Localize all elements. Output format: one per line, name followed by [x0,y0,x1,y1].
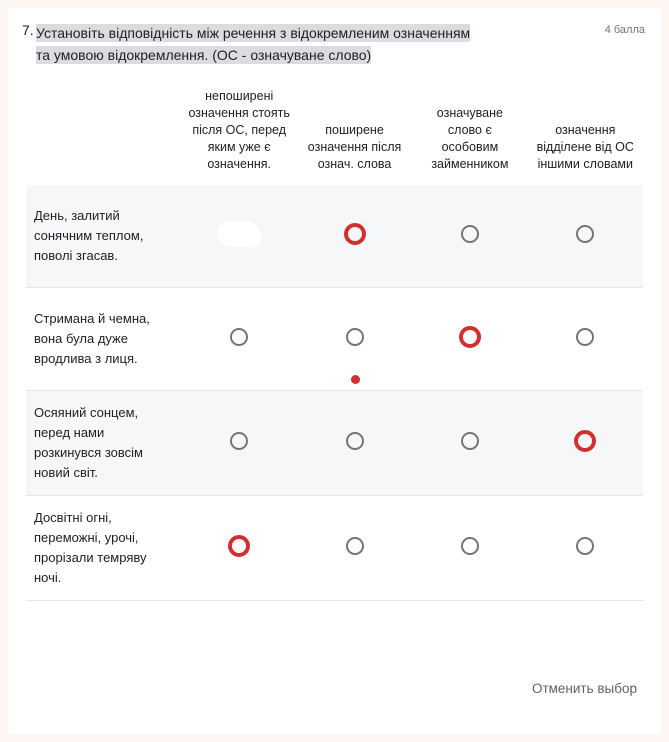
grid-cell-0-0[interactable] [182,185,297,287]
radio-button[interactable] [228,535,250,557]
grid-cell-3-1[interactable] [297,496,412,600]
question-card [8,8,661,734]
grid-column-header-2: означуване слово є особовим займенником [431,106,509,171]
grid-cell-3-2[interactable] [412,496,527,600]
grid-cell-2-2[interactable] [412,391,527,495]
radio-button[interactable] [230,432,248,450]
grid-corner [26,84,182,185]
grid-cell-3-3[interactable] [528,496,643,600]
click-ripple-indicator [351,375,360,384]
clear-selection-button[interactable]: Отменить выбор [530,677,639,700]
question-points: 4 балла [604,24,645,36]
radio-button[interactable] [346,537,364,555]
radio-button[interactable] [461,537,479,555]
radio-button[interactable] [230,328,248,346]
grid-row-label-3: Досвітні огні, переможні, урочі, прорізали темряву ночі. [26,496,182,600]
cursor-blob [217,221,261,247]
grid-cell-1-2[interactable] [412,288,527,390]
grid-cell-1-1[interactable] [297,288,412,390]
row-divider [26,600,643,601]
grid-column-header-3: означення відділене від ОС іншими словами [536,123,634,171]
question-text [36,22,581,66]
radio-button[interactable] [344,223,366,245]
question-text-line1: Установіть відповідність між речення з відокремленим означенням [36,25,471,41]
grid-cell-2-0[interactable] [182,391,297,495]
grid-cell-2-1[interactable] [297,391,412,495]
radio-button[interactable] [574,430,596,452]
grid-header-row [26,84,643,185]
table-row [26,185,643,287]
question-text-line2: та умовою відокремлення. (ОС - означуване слово) [36,47,372,63]
grid-cell-0-3[interactable] [528,185,643,287]
grid-body [26,185,643,601]
radio-button[interactable] [459,326,481,348]
multiple-choice-grid [26,84,643,601]
radio-button[interactable] [576,537,594,555]
question-footer [530,677,639,700]
radio-button[interactable] [346,432,364,450]
grid-cell-2-3[interactable] [528,391,643,495]
grid-cell-1-0[interactable] [182,288,297,390]
grid-cell-0-1[interactable] [297,185,412,287]
grid-row-label-0: День, залитий сонячним теплом, поволі згасав. [26,185,182,287]
radio-button[interactable] [461,432,479,450]
radio-button[interactable] [461,225,479,243]
grid-column-header-0: непоширені означення стоять після ОС, перед яким уже є означення. [188,89,290,171]
radio-button[interactable] [576,225,594,243]
table-row [26,288,643,390]
grid-row-label-2: Осяяний сонцем, перед нами розкинувся зовсім новий світ. [26,391,182,495]
radio-button[interactable] [576,328,594,346]
grid-cell-0-2[interactable] [412,185,527,287]
grid-cell-1-3[interactable] [528,288,643,390]
grid-row-label-1: Стримана й чемна, вона була дуже вродлива з лиця. [26,288,182,390]
question-number: 7. [22,22,34,38]
grid-cell-3-0[interactable] [182,496,297,600]
grid-column-header-1: поширене означення після означ. слова [307,123,402,171]
radio-button[interactable] [346,328,364,346]
table-row [26,391,643,495]
table-row [26,496,643,600]
question-header [8,8,661,70]
